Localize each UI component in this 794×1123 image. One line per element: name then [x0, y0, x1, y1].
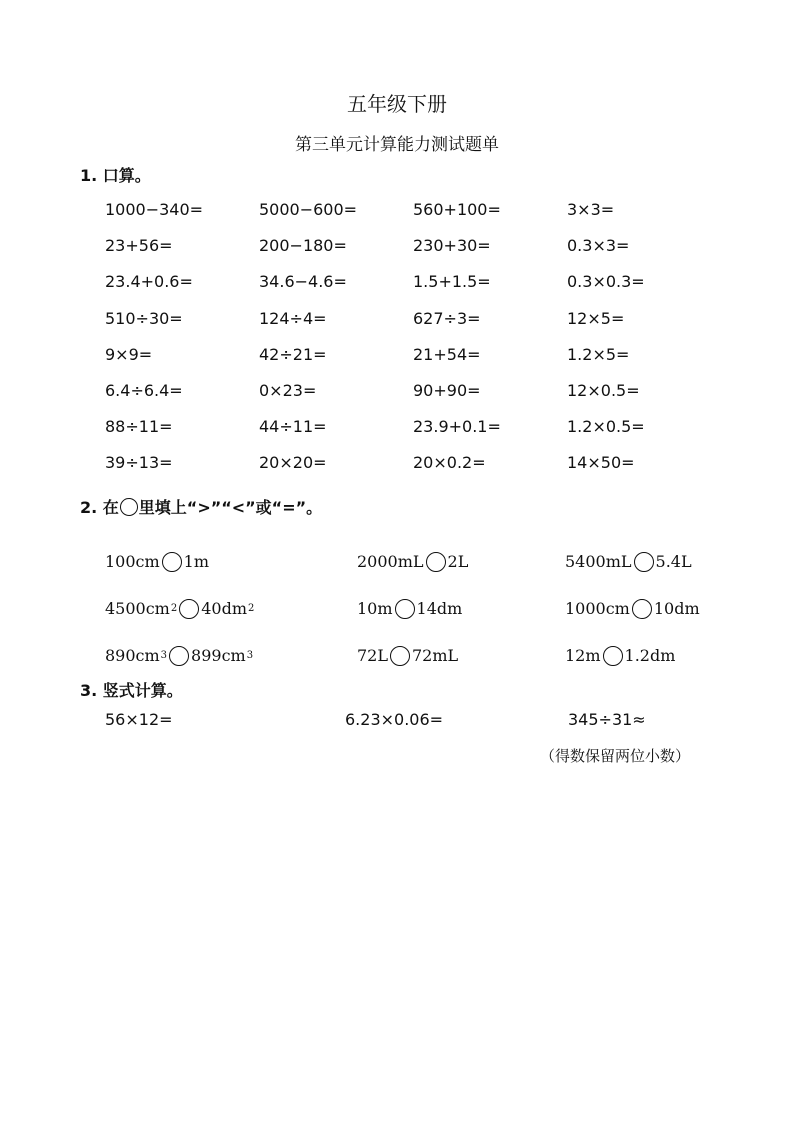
rounding-note: （得数保留两位小数）	[540, 747, 691, 765]
circle-icon	[120, 498, 138, 516]
oral-calc-item: 34.6−4.6=	[259, 272, 347, 292]
compare-grid	[105, 538, 745, 679]
section1-heading: 1. 口算。	[80, 166, 151, 185]
compare-right: 1.2dm	[624, 645, 676, 665]
oral-calc-item: 88÷11=	[105, 417, 173, 437]
compare-left-exponent: 3	[160, 649, 168, 661]
compare-item	[105, 538, 357, 585]
oral-calc-item: 1000−340=	[105, 200, 204, 219]
section2-heading	[80, 495, 322, 518]
compare-left: 890cm	[105, 645, 160, 665]
oral-calc-item: 90+90=	[413, 380, 481, 400]
compare-right-exponent: 3	[246, 649, 254, 661]
compare-item	[105, 585, 357, 632]
page-title: 五年级下册	[347, 92, 447, 116]
compare-left: 100cm	[105, 551, 160, 571]
oral-calc-item: 23.4+0.6=	[105, 272, 193, 292]
oral-calc-item: 627÷3=	[413, 308, 481, 328]
oral-calc-item: 3×3=	[567, 200, 615, 219]
compare-left: 4500cm	[105, 598, 170, 618]
vertical-calc-item: 345÷31≈	[568, 710, 646, 729]
oral-calc-item: 44÷11=	[259, 417, 327, 437]
compare-left-exponent: 2	[170, 602, 178, 614]
compare-item	[357, 585, 565, 632]
oral-calc-item: 23+56=	[105, 236, 173, 256]
answer-circle[interactable]	[634, 552, 654, 572]
oral-calc-item: 20×0.2=	[413, 453, 486, 473]
section3-heading: 3. 竖式计算。	[80, 681, 183, 700]
vertical-calc-item: 56×12=	[105, 710, 173, 729]
compare-left: 72L	[357, 645, 388, 665]
compare-left: 5400mL	[565, 551, 632, 571]
oral-calc-item: 21+54=	[413, 344, 481, 364]
page-subtitle: 第三单元计算能力测试题单	[295, 135, 499, 155]
oral-calc-item: 1.5+1.5=	[413, 272, 491, 292]
oral-calc-item: 42÷21=	[259, 344, 327, 364]
compare-item	[565, 585, 745, 632]
answer-circle[interactable]	[179, 599, 199, 619]
compare-left: 10m	[357, 598, 393, 618]
compare-left: 2000mL	[357, 551, 424, 571]
vertical-calc-item: 6.23×0.06=	[345, 710, 444, 729]
oral-calc-item: 5000−600=	[259, 200, 358, 219]
answer-circle[interactable]	[603, 646, 623, 666]
oral-calc-item: 0×23=	[259, 380, 317, 400]
compare-right: 5.4L	[655, 551, 692, 571]
compare-item	[357, 632, 565, 679]
oral-calc-grid	[105, 198, 745, 488]
oral-calc-item: 0.3×0.3=	[567, 272, 645, 292]
oral-calc-item: 23.9+0.1=	[413, 417, 501, 437]
oral-calc-item: 124÷4=	[259, 308, 327, 328]
compare-left: 1000cm	[565, 598, 630, 618]
oral-calc-item: 0.3×3=	[567, 236, 630, 256]
oral-calc-item: 14×50=	[567, 453, 635, 473]
oral-calc-item: 9×9=	[105, 344, 153, 364]
oral-calc-item: 12×0.5=	[567, 380, 640, 400]
compare-item	[565, 538, 745, 585]
oral-calc-item: 230+30=	[413, 236, 491, 256]
section2-heading-prefix: 2. 在	[80, 498, 119, 517]
section2-heading-suffix: 里填上“>”“<”或“=”。	[138, 498, 323, 517]
oral-calc-item: 39÷13=	[105, 453, 173, 473]
oral-calc-item: 6.4÷6.4=	[105, 380, 183, 400]
oral-calc-item: 12×5=	[567, 308, 625, 328]
compare-right: 10dm	[653, 598, 700, 618]
compare-right: 40dm	[201, 598, 248, 618]
answer-circle[interactable]	[426, 552, 446, 572]
compare-right-exponent: 2	[248, 602, 255, 614]
oral-calc-item: 20×20=	[259, 453, 327, 473]
oral-calc-item: 200−180=	[259, 236, 347, 256]
oral-calc-item: 510÷30=	[105, 308, 183, 328]
answer-circle[interactable]	[169, 646, 189, 666]
answer-circle[interactable]	[162, 552, 182, 572]
compare-left: 12m	[565, 645, 601, 665]
compare-right: 2L	[447, 551, 469, 571]
answer-circle[interactable]	[632, 599, 652, 619]
answer-circle[interactable]	[395, 599, 415, 619]
compare-item	[105, 632, 357, 679]
oral-calc-item: 1.2×5=	[567, 344, 630, 364]
answer-circle[interactable]	[390, 646, 410, 666]
compare-item	[565, 632, 745, 679]
compare-right: 1m	[183, 551, 210, 571]
compare-item	[357, 538, 565, 585]
compare-right: 899cm	[191, 645, 246, 665]
compare-right: 72mL	[411, 645, 459, 665]
oral-calc-item: 560+100=	[413, 200, 501, 219]
oral-calc-item: 1.2×0.5=	[567, 417, 645, 437]
compare-right: 14dm	[416, 598, 463, 618]
